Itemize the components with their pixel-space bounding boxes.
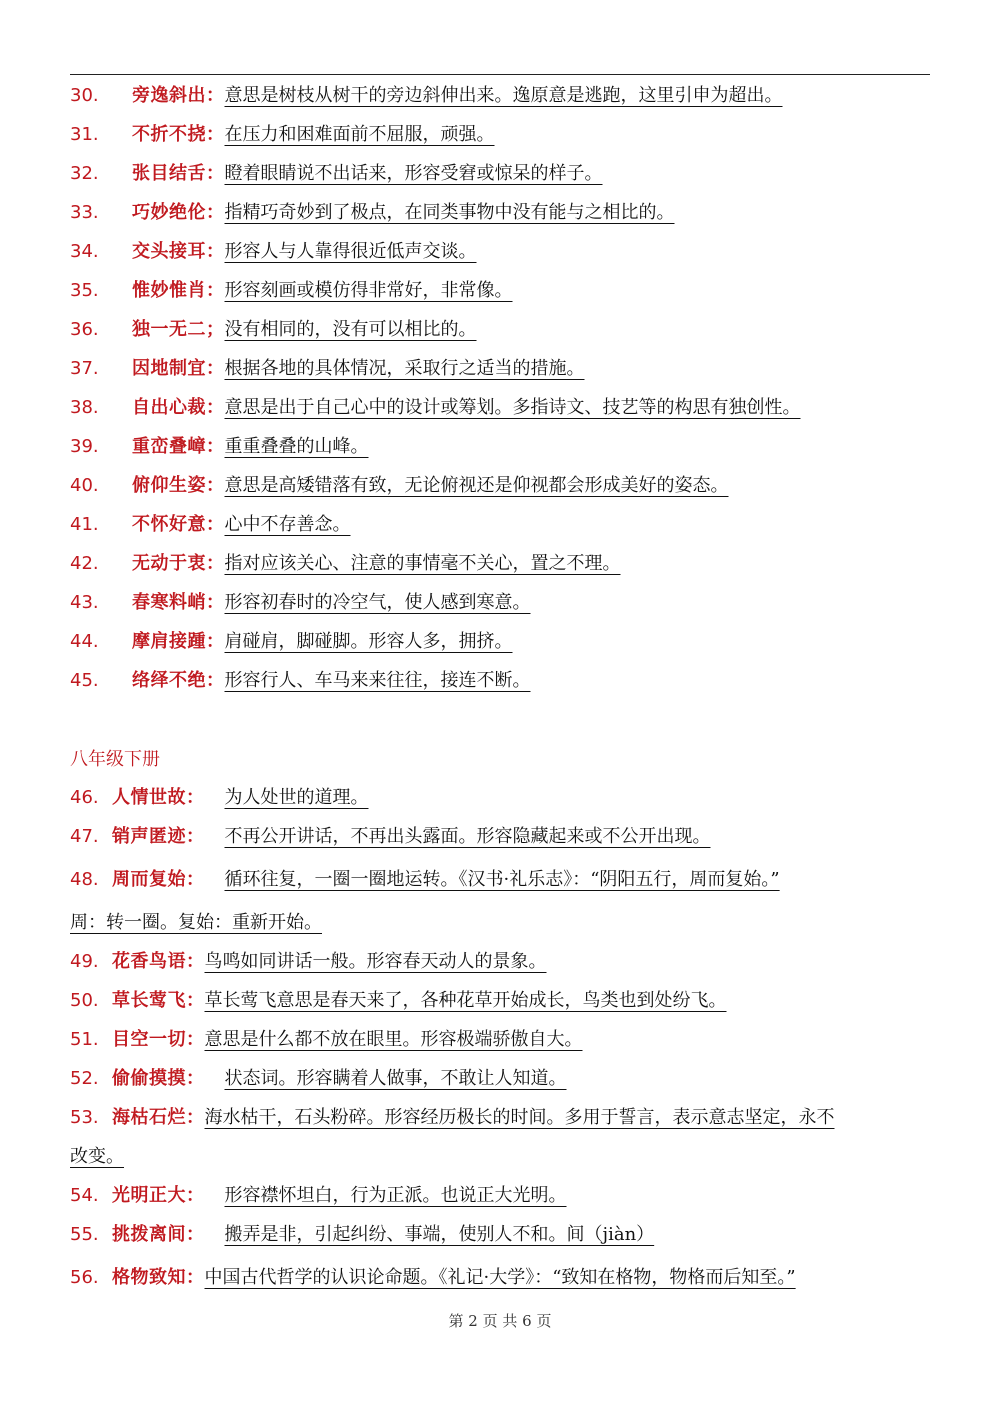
idiom-term: 不折不挠： bbox=[132, 124, 225, 145]
top-rule bbox=[70, 74, 930, 75]
idiom-entry bbox=[70, 271, 932, 310]
idiom-entry bbox=[70, 388, 932, 427]
entry-number: 32. bbox=[70, 163, 99, 184]
continuation-text: 周：转一圈。复始：重新开始。 bbox=[70, 912, 322, 933]
entries-section-b bbox=[70, 778, 932, 1297]
idiom-definition: 没有相同的，没有可以相比的。 bbox=[224, 319, 477, 340]
idiom-entry bbox=[70, 942, 932, 981]
entry-number: 42. bbox=[70, 553, 99, 574]
idiom-definition: 中国古代哲学的认识论命题。《礼记·大学》：“致知在格物，物格而后知至。” bbox=[204, 1267, 796, 1288]
idiom-term: 周而复始： bbox=[112, 869, 205, 890]
entry-number: 35. bbox=[70, 280, 99, 301]
idiom-definition: 心中不存善念。 bbox=[224, 514, 351, 535]
idiom-definition: 形容行人、车马来来往往，接连不断。 bbox=[224, 670, 531, 691]
idiom-entry bbox=[70, 817, 932, 856]
idiom-definition: 海水枯干，石头粉碎。形容经历极长的时间。多用于誓言，表示意志坚定，永不 bbox=[204, 1107, 835, 1128]
idiom-term: 独一无二； bbox=[132, 319, 225, 340]
idiom-term: 旁逸斜出： bbox=[132, 85, 225, 106]
idiom-term: 海枯石烂： bbox=[112, 1107, 205, 1128]
idiom-entry bbox=[70, 1215, 932, 1254]
idiom-entry bbox=[70, 661, 932, 700]
idiom-term: 巧妙绝伦： bbox=[132, 202, 225, 223]
idiom-term: 交头接耳： bbox=[132, 241, 225, 262]
idiom-term: 不怀好意： bbox=[132, 514, 225, 535]
entries-section-a bbox=[70, 76, 932, 700]
idiom-entry bbox=[70, 583, 932, 622]
idiom-entry bbox=[70, 154, 932, 193]
idiom-definition: 意思是高矮错落有致，无论俯视还是仰视都会形成美好的姿态。 bbox=[224, 475, 729, 496]
idiom-definition-continued bbox=[70, 899, 932, 942]
idiom-term: 重峦叠嶂： bbox=[132, 436, 225, 457]
idiom-entry bbox=[70, 981, 932, 1020]
entry-number: 52. bbox=[70, 1068, 99, 1089]
entry-number: 43. bbox=[70, 592, 99, 613]
idiom-term: 销声匿迹： bbox=[112, 826, 205, 847]
idiom-term: 无动于衷： bbox=[132, 553, 225, 574]
page-footer: 第 2 页 共 6 页 bbox=[448, 1312, 552, 1330]
idiom-entry bbox=[70, 1258, 932, 1297]
idiom-definition: 意思是出于自己心中的设计或筹划。多指诗文、技艺等的构思有独创性。 bbox=[224, 397, 801, 418]
entry-number: 49. bbox=[70, 951, 99, 972]
entry-number: 54. bbox=[70, 1185, 99, 1206]
idiom-definition: 为人处世的道理。 bbox=[224, 787, 369, 808]
entry-number: 38. bbox=[70, 397, 99, 418]
idiom-entry bbox=[70, 466, 932, 505]
entry-number: 56. bbox=[70, 1267, 99, 1288]
idiom-entry bbox=[70, 1020, 932, 1059]
idiom-term: 偷偷摸摸： bbox=[112, 1068, 205, 1089]
idiom-term: 挑拨离间： bbox=[112, 1224, 205, 1245]
idiom-term: 摩肩接踵： bbox=[132, 631, 225, 652]
idiom-term: 张目结舌： bbox=[132, 163, 225, 184]
entry-number: 41. bbox=[70, 514, 99, 535]
idiom-definition-continued bbox=[70, 1137, 932, 1176]
idiom-definition: 不再公开讲话，不再出头露面。形容隐藏起来或不公开出现。 bbox=[224, 826, 711, 847]
idiom-definition: 状态词。形容瞒着人做事，不敢让人知道。 bbox=[224, 1068, 567, 1089]
idiom-entry bbox=[70, 232, 932, 271]
idiom-entry bbox=[70, 427, 932, 466]
idiom-entry bbox=[70, 193, 932, 232]
entry-number: 48. bbox=[70, 869, 99, 890]
idiom-term: 自出心裁： bbox=[132, 397, 225, 418]
idiom-definition: 循环往复，一圈一圈地运转。《汉书·礼乐志》：“阴阳五行，周而复始。” bbox=[224, 869, 780, 890]
idiom-definition: 指精巧奇妙到了极点，在同类事物中没有能与之相比的。 bbox=[224, 202, 675, 223]
idiom-term: 人情世故： bbox=[112, 787, 205, 808]
idiom-term: 花香鸟语： bbox=[112, 951, 205, 972]
entry-number: 30. bbox=[70, 85, 99, 106]
idiom-definition: 鸟鸣如同讲话一般。形容春天动人的景象。 bbox=[204, 951, 547, 972]
entry-number: 55. bbox=[70, 1224, 99, 1245]
idiom-definition: 搬弄是非，引起纠纷、事端，使别人不和。间（jiàn） bbox=[224, 1224, 655, 1245]
entry-number: 50. bbox=[70, 990, 99, 1011]
idiom-definition: 在压力和困难面前不屈服，顽强。 bbox=[224, 124, 495, 145]
entry-number: 31. bbox=[70, 124, 99, 145]
idiom-entry bbox=[70, 622, 932, 661]
entry-number: 34. bbox=[70, 241, 99, 262]
entry-number: 45. bbox=[70, 670, 99, 691]
idiom-term: 光明正大： bbox=[112, 1185, 205, 1206]
entry-number: 51. bbox=[70, 1029, 99, 1050]
entry-number: 39. bbox=[70, 436, 99, 457]
entry-number: 37. bbox=[70, 358, 99, 379]
entry-number: 53. bbox=[70, 1107, 99, 1128]
idiom-definition: 肩碰肩，脚碰脚。形容人多，拥挤。 bbox=[224, 631, 513, 652]
entry-number: 46. bbox=[70, 787, 99, 808]
idiom-entry bbox=[70, 349, 932, 388]
idiom-definition: 草长莺飞意思是春天来了，各种花草开始成长，鸟类也到处纷飞。 bbox=[204, 990, 727, 1011]
idiom-definition: 指对应该关心、注意的事情毫不关心，置之不理。 bbox=[224, 553, 621, 574]
idiom-entry bbox=[70, 115, 932, 154]
entry-number: 44. bbox=[70, 631, 99, 652]
idiom-term: 草长莺飞： bbox=[112, 990, 205, 1011]
idiom-term: 春寒料峭： bbox=[132, 592, 225, 613]
idiom-definition: 瞪着眼睛说不出话来，形容受窘或惊呆的样子。 bbox=[224, 163, 603, 184]
document-page bbox=[70, 76, 932, 1297]
idiom-entry bbox=[70, 505, 932, 544]
idiom-entry bbox=[70, 1098, 932, 1137]
idiom-entry bbox=[70, 76, 932, 115]
idiom-definition: 根据各地的具体情况，采取行之适当的措施。 bbox=[224, 358, 585, 379]
idiom-entry bbox=[70, 544, 932, 583]
idiom-entry bbox=[70, 1176, 932, 1215]
idiom-term: 俯仰生姿： bbox=[132, 475, 225, 496]
idiom-definition: 形容刻画或模仿得非常好，非常像。 bbox=[224, 280, 513, 301]
idiom-term: 格物致知： bbox=[112, 1267, 205, 1288]
entry-number: 40. bbox=[70, 475, 99, 496]
section-heading: 八年级下册 bbox=[70, 749, 160, 770]
idiom-definition: 意思是什么都不放在眼里。形容极端骄傲自大。 bbox=[204, 1029, 583, 1050]
idiom-definition: 意思是树枝从树干的旁边斜伸出来。逸原意是逃跑，这里引申为超出。 bbox=[224, 85, 783, 106]
idiom-term: 因地制宜： bbox=[132, 358, 225, 379]
idiom-definition: 形容襟怀坦白，行为正派。也说正大光明。 bbox=[224, 1185, 567, 1206]
idiom-term: 目空一切： bbox=[112, 1029, 205, 1050]
idiom-entry bbox=[70, 778, 932, 817]
idiom-definition: 形容人与人靠得很近低声交谈。 bbox=[224, 241, 477, 262]
entry-number: 47. bbox=[70, 826, 99, 847]
continuation-text: 改变。 bbox=[70, 1146, 124, 1167]
idiom-term: 络绎不绝： bbox=[132, 670, 225, 691]
idiom-entry bbox=[70, 1059, 932, 1098]
idiom-entry bbox=[70, 310, 932, 349]
entry-number: 33. bbox=[70, 202, 99, 223]
idiom-definition: 重重叠叠的山峰。 bbox=[224, 436, 369, 457]
entry-number: 36. bbox=[70, 319, 99, 340]
idiom-entry bbox=[70, 860, 932, 899]
idiom-term: 惟妙惟肖： bbox=[132, 280, 225, 301]
idiom-definition: 形容初春时的冷空气，使人感到寒意。 bbox=[224, 592, 531, 613]
